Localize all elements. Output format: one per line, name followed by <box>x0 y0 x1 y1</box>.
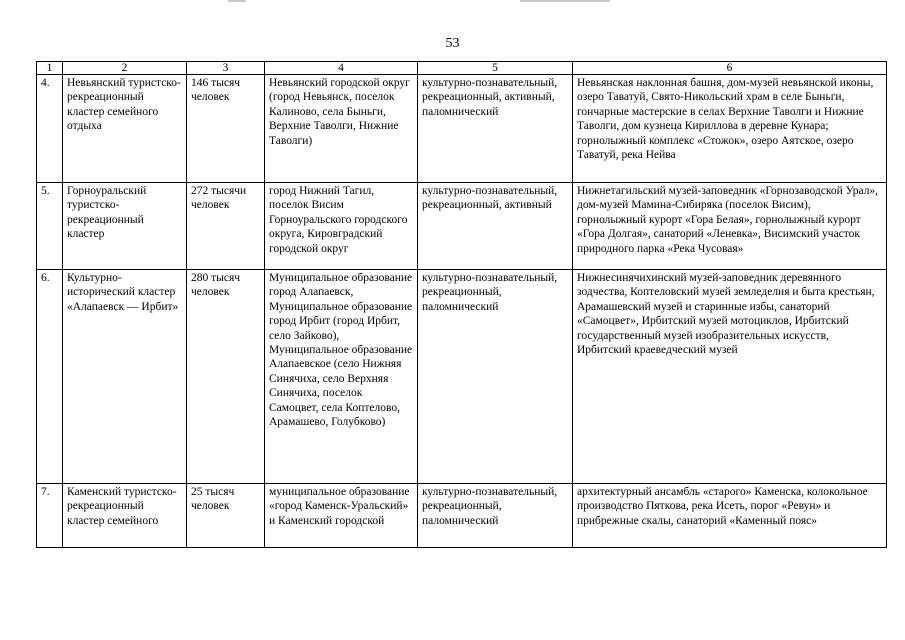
key-objects: Нижнетагильский музей-заповедник «Горнозаводской Урал», дом-музей Мамина-Сибиряка (поселок Висим), горнолыжный курорт «Гора Белая», горнолыжный курорт «Гора Долгая», санаторий «Леневка», Висимский участок природного парка «Река Чусовая» <box>573 183 887 270</box>
territory: муниципальное образование «город Каменск-Уральский» и Каменский городской <box>265 484 418 548</box>
cluster-name: Горноуральский туристско-рекреационный кластер <box>63 183 187 270</box>
key-objects: Невьянская наклонная башня, дом-музей невьянской иконы, озеро Таватуй, Свято-Никольский храм в селе Быньги, гончарные мастерские в селах Верхние Таволги и Нижние Таволги, дом кузнеца Кириллова в деревне Кунара; горнолыжный комплекс «Стожок», озеро Аятское, озеро Таватуй, река Нейва <box>573 75 887 183</box>
tourism-type: культурно-познавательный, рекреационный, паломнический <box>418 270 573 484</box>
key-objects: Нижнесинячихинский музей-заповедник деревянного зодчества, Коптеловский музей земледелия и быта крестьян, Арамашевский музей и старинные избы, санаторий «Самоцвет», Ирбитский музей мотоциклов, Ирбитский государственный музей изобразительных искусств, Ирбитский краеведческий музей <box>573 270 887 484</box>
population: 146 тысяч человек <box>187 75 265 183</box>
population: 25 тысяч человек <box>187 484 265 548</box>
row-number: 4. <box>37 75 63 183</box>
territory: город Нижний Тагил, поселок Висим Горноуральского городского округа, Кировградский городской округ <box>265 183 418 270</box>
territory: Невьянский городской округ (город Невьянск, поселок Калиново, села Быньги, Верхние Таволги, Нижние Таволги) <box>265 75 418 183</box>
cluster-name: Каменский туристско-рекреационный кластер семейного <box>63 484 187 548</box>
tourism-type: культурно-познавательный, рекреационный, активный <box>418 183 573 270</box>
population: 280 тысяч человек <box>187 270 265 484</box>
table-row <box>37 270 887 484</box>
row-number: 7. <box>37 484 63 548</box>
table-row <box>37 183 887 270</box>
row-number: 6. <box>37 270 63 484</box>
cluster-name: Невьянский туристско-рекреационный кластер семейного отдыха <box>63 75 187 183</box>
tourism-clusters-table <box>36 61 887 548</box>
scan-artifact-line <box>520 0 610 2</box>
row-number: 5. <box>37 183 63 270</box>
scan-artifact-line <box>228 0 246 2</box>
header-cell-6: 6 <box>573 62 887 75</box>
cluster-name: Культурно-исторический кластер «Алапаевск — Ирбит» <box>63 270 187 484</box>
table-row <box>37 484 887 548</box>
territory: Муниципальное образование город Алапаевск, Муниципальное образование город Ирбит (город Ирбит, село Зайково), Муниципальное образование Алапаевское (село Нижняя Синячиха, село Верхняя Синячиха, поселок Самоцвет, села Коптелово, Арамашево, Голубково) <box>265 270 418 484</box>
population: 272 тысячи человек <box>187 183 265 270</box>
page-number: 53 <box>445 36 460 51</box>
tourism-type: культурно-познавательный, рекреационный, паломнический <box>418 484 573 548</box>
tourism-type: культурно-познавательный, рекреационный, активный, паломнический <box>418 75 573 183</box>
header-cell-4: 4 <box>265 62 418 75</box>
table-row <box>37 75 887 183</box>
header-cell-1: 1 <box>37 62 63 75</box>
header-cell-3: 3 <box>187 62 265 75</box>
header-cell-2: 2 <box>63 62 187 75</box>
key-objects: архитектурный ансамбль «старого» Каменска, колокольное производство Пяткова, река Исеть, порог «Ревун» и прибрежные скалы, санаторий «Каменный пояс» <box>573 484 887 548</box>
header-cell-5: 5 <box>418 62 573 75</box>
table-header-row <box>37 62 887 75</box>
